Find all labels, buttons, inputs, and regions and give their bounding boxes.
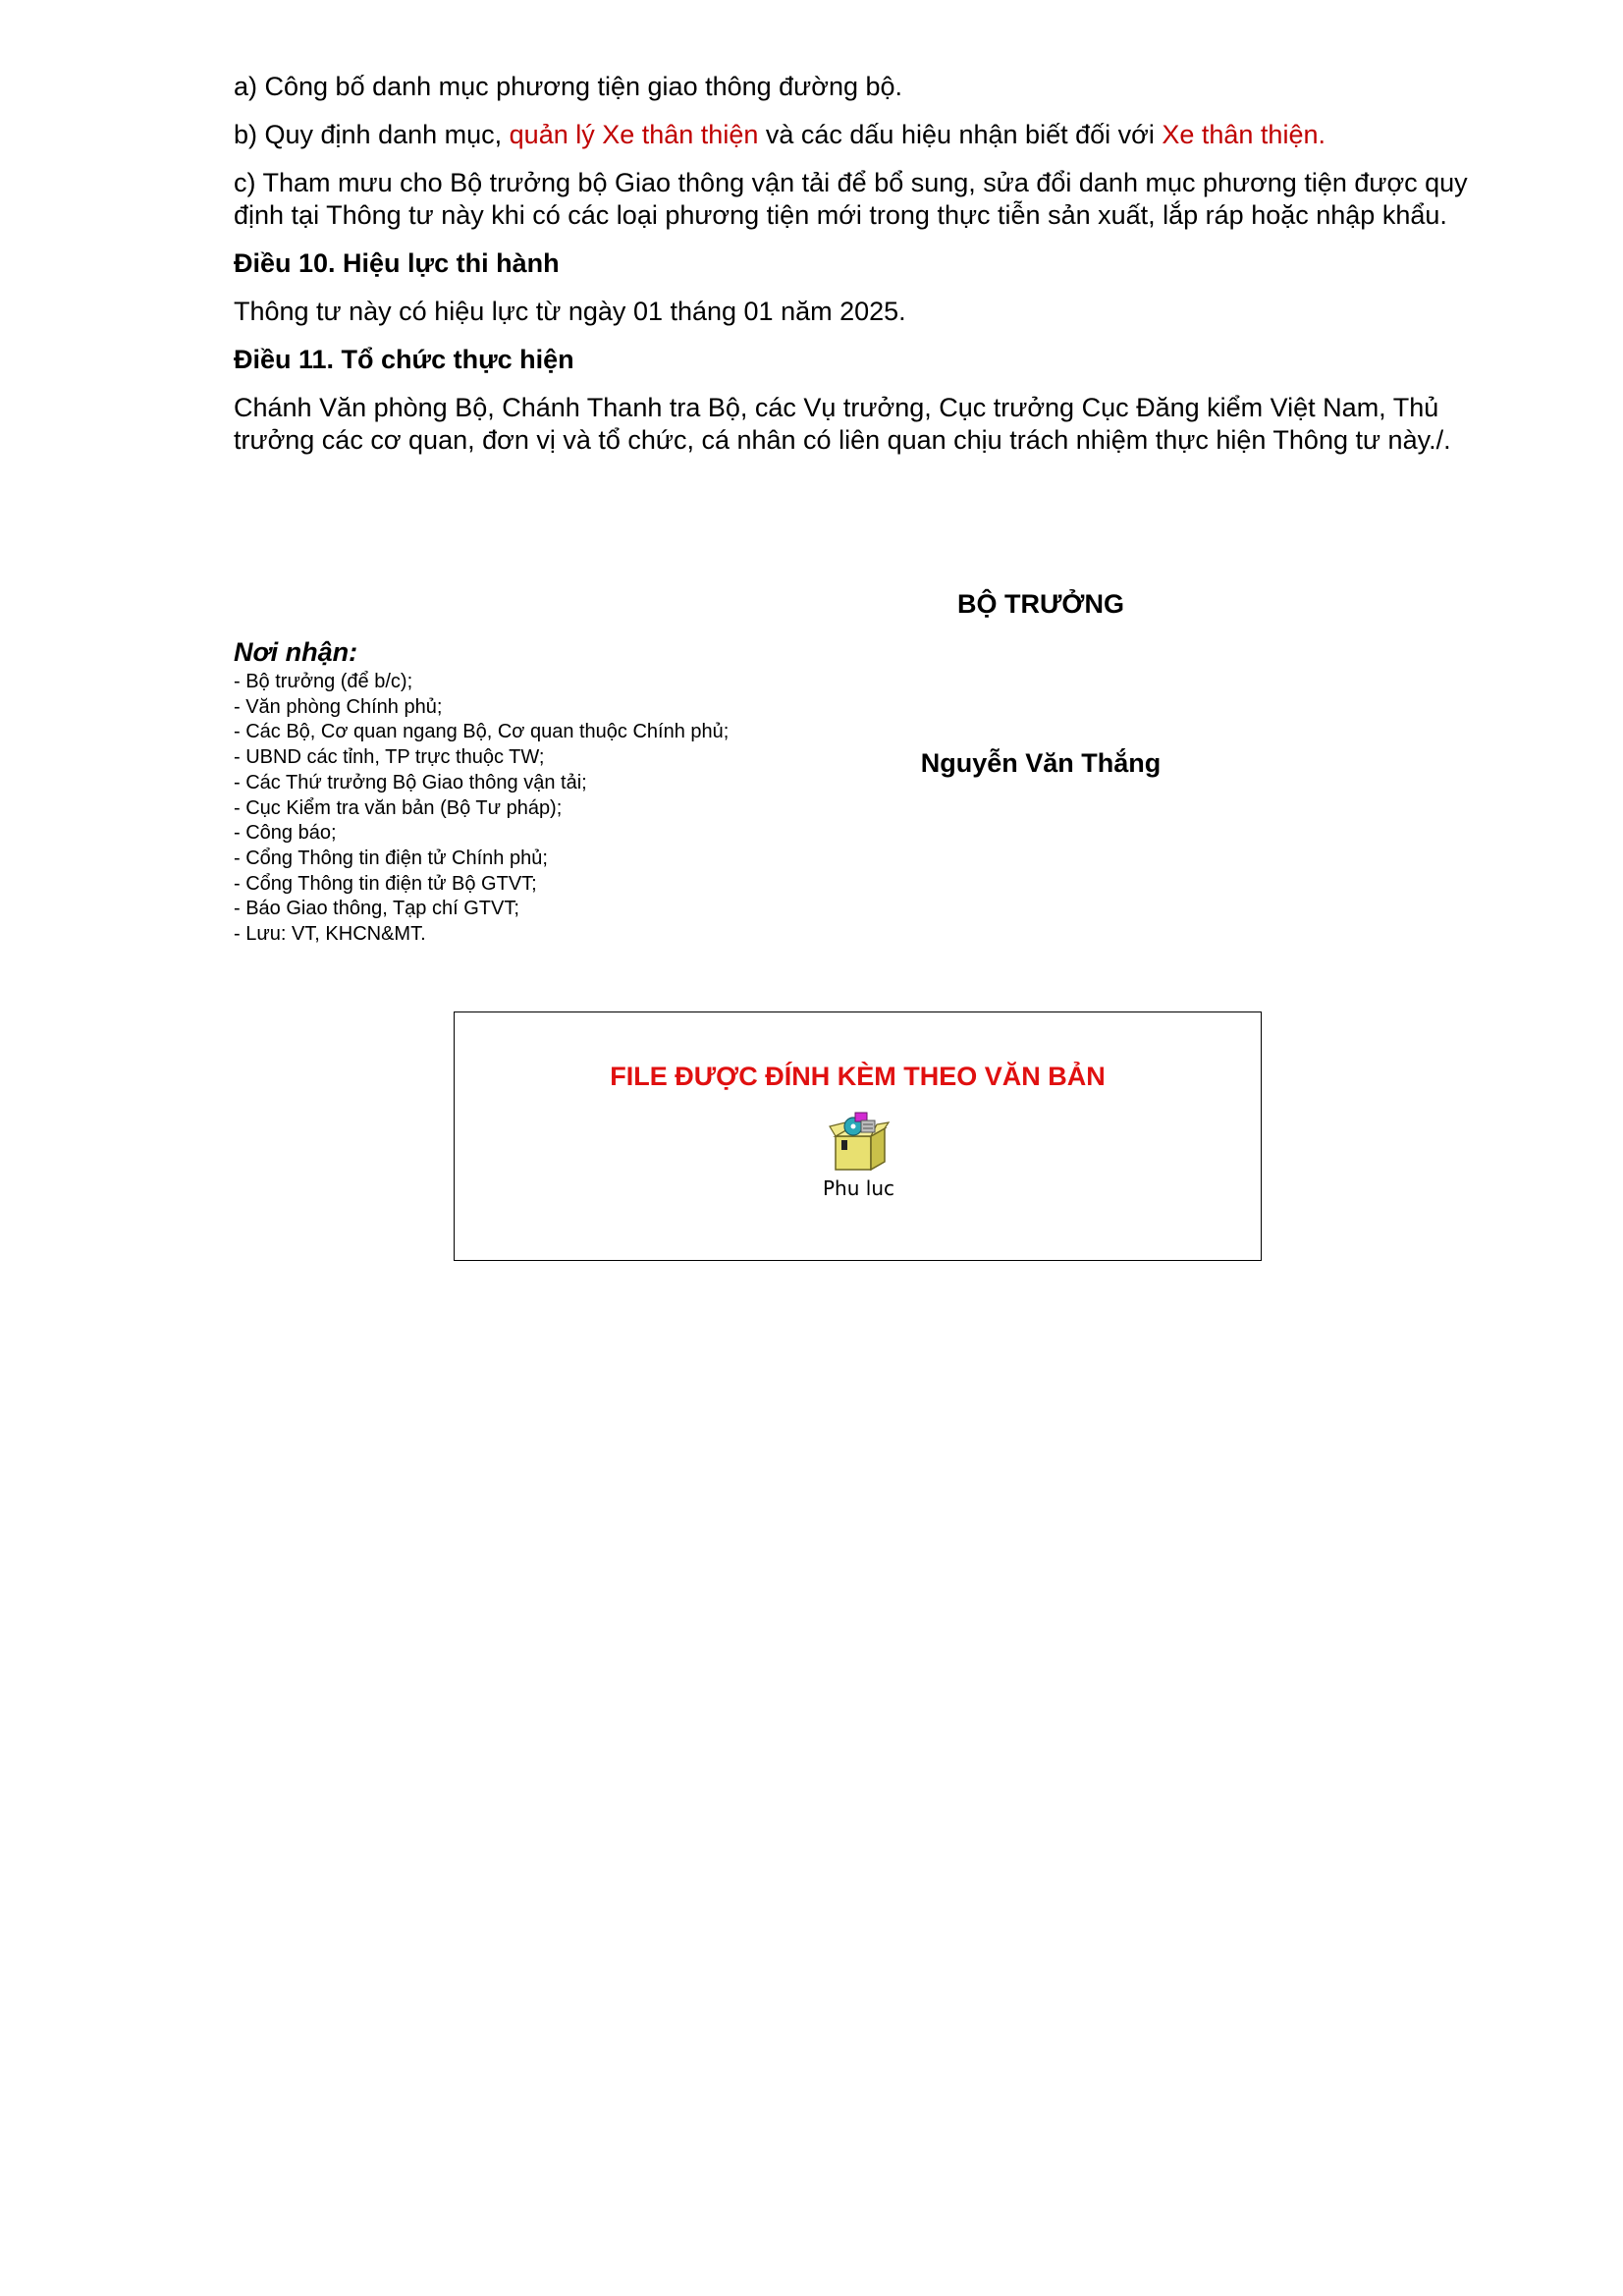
clause-a: a) Công bố danh mục phương tiện giao thông đường bộ. <box>234 72 903 101</box>
package-installer-icon <box>828 1111 891 1174</box>
clause-b <box>234 119 1490 151</box>
recipients-list <box>234 670 862 948</box>
recipient-item: - Công báo; <box>234 822 337 845</box>
signer-title: BỘ TRƯỞNG <box>957 589 1124 619</box>
attachment-file-link[interactable] <box>788 1111 929 1201</box>
article-10-text: Thông tư này có hiệu lực từ ngày 01 tháng 01 năm 2025. <box>234 297 906 326</box>
attachment-title: FILE ĐƯỢC ĐÍNH KÈM THEO VĂN BẢN <box>610 1062 1106 1091</box>
recipient-item: - UBND các tỉnh, TP trực thuộc TW; <box>234 746 545 769</box>
recipients-block <box>234 636 862 948</box>
recipient-item: - Cổng Thông tin điện tử Chính phủ; <box>234 847 548 869</box>
recipient-item: - Cục Kiểm tra văn bản (Bộ Tư pháp); <box>234 796 563 819</box>
recipient-item: - Cổng Thông tin điện tử Bộ GTVT; <box>234 872 537 895</box>
attachment-box <box>454 1011 1262 1261</box>
clause-b-middle: và các dấu hiệu nhận biết đối với <box>758 120 1163 149</box>
signer-name: Nguyễn Văn Thắng <box>920 748 1162 778</box>
clause-b-highlight-2: Xe thân thiện. <box>1162 120 1325 149</box>
recipient-item: - Các Thứ trưởng Bộ Giao thông vận tải; <box>234 771 587 793</box>
article-11-text: Chánh Văn phòng Bộ, Chánh Thanh tra Bộ, các Vụ trưởng, Cục trưởng Cục Đăng kiểm Việt Nam, Thủ trưởng các cơ quan, đơn vị và tổ chức, cá nhân có liên quan chịu trách nhiệm thực hiện Thông tư này./. <box>234 393 1451 455</box>
recipient-item: - Lưu: VT, KHCN&MT. <box>234 923 426 946</box>
attachment-file-label: Phu luc <box>823 1176 894 1200</box>
recipient-item: - Bộ trưởng (để b/c); <box>234 671 413 692</box>
document-body <box>234 71 1490 472</box>
clause-b-prefix: b) Quy định danh mục, <box>234 120 510 149</box>
recipient-item: - Văn phòng Chính phủ; <box>234 695 443 718</box>
recipients-title: Nơi nhận: <box>234 637 358 667</box>
recipient-item: - Các Bộ, Cơ quan ngang Bộ, Cơ quan thuộc Chính phủ; <box>234 721 730 743</box>
article-10-heading: Điều 10. Hiệu lực thi hành <box>234 248 560 278</box>
clause-b-highlight-1: quản lý Xe thân thiện <box>509 120 759 149</box>
clause-c: c) Tham mưu cho Bộ trưởng bộ Giao thông vận tải để bổ sung, sửa đổi danh mục phương tiện được quy định tại Thông tư này khi có các loại phương tiện mới trong thực tiễn sản xuất, lắp ráp hoặc nhập khẩu. <box>234 168 1468 230</box>
recipient-item: - Báo Giao thông, Tạp chí GTVT; <box>234 898 519 920</box>
article-11-heading: Điều 11. Tổ chức thực hiện <box>234 345 574 374</box>
